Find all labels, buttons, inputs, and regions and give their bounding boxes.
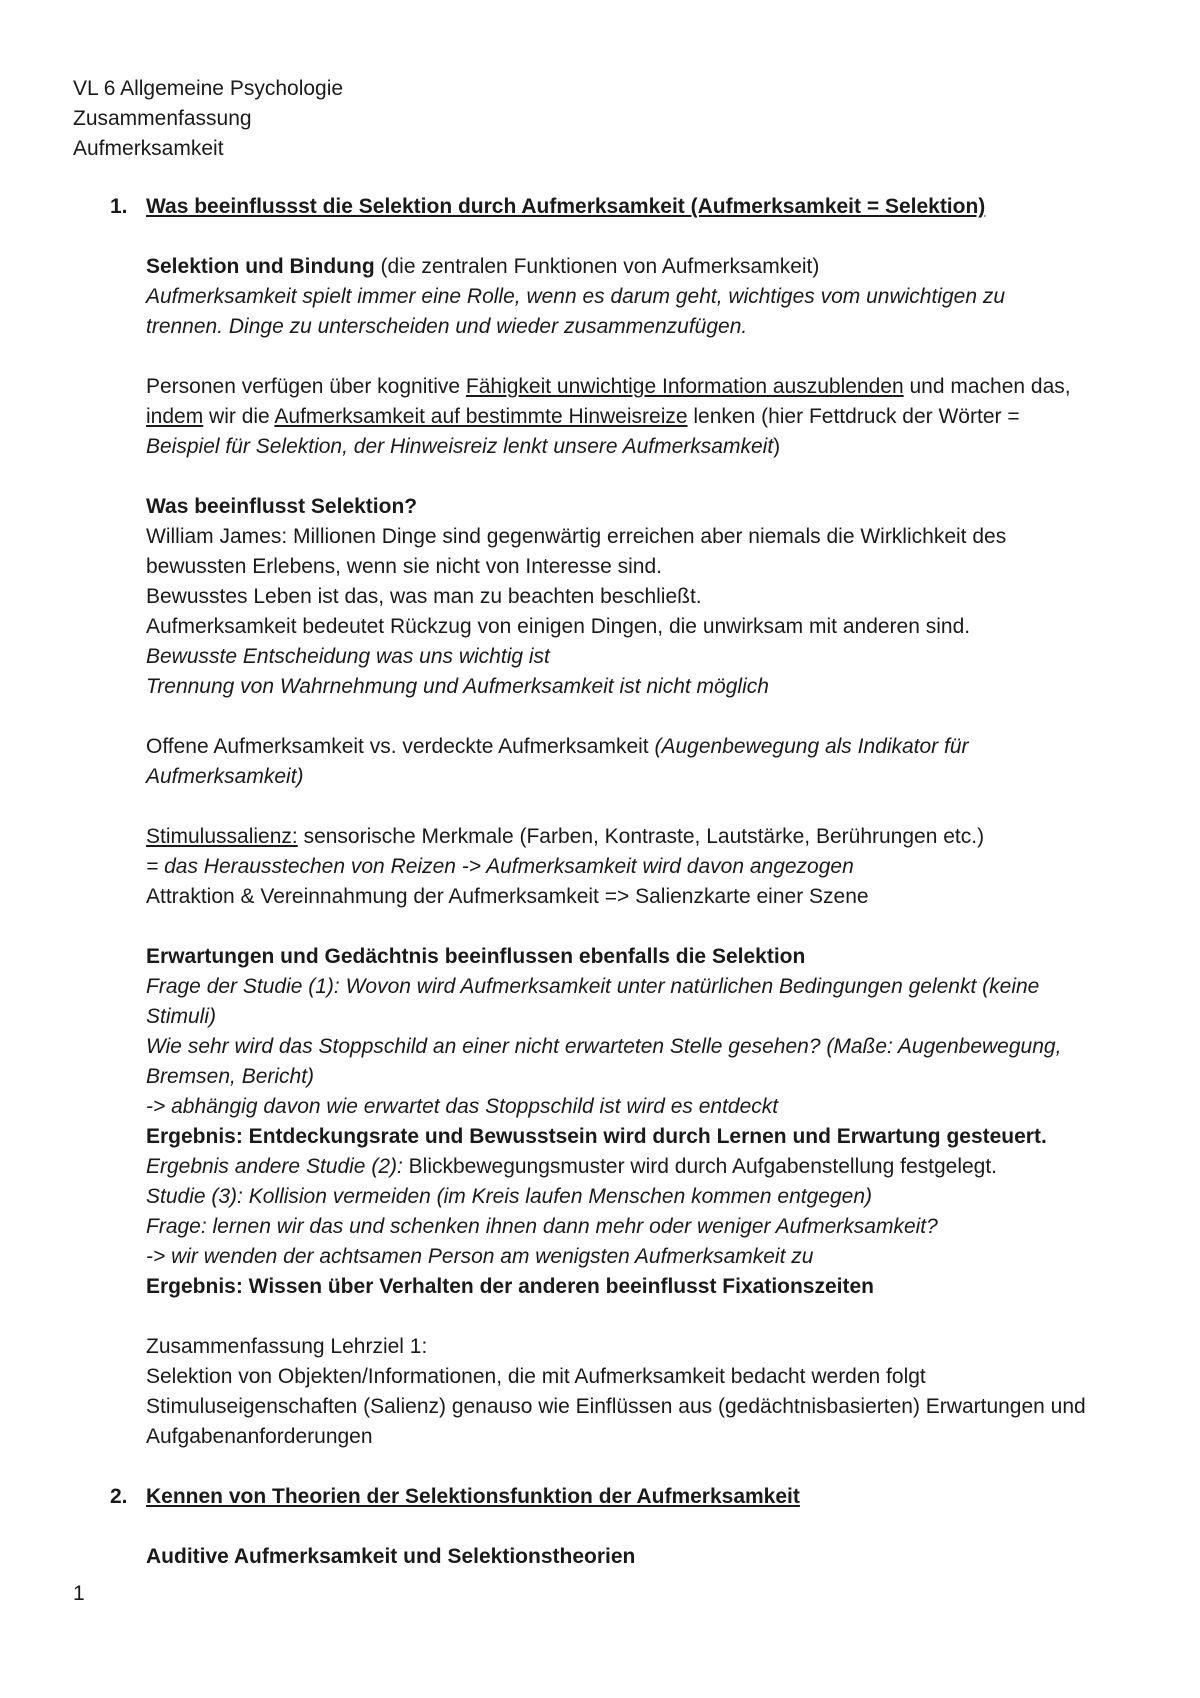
subheading-erwartungen: Erwartungen und Gedächtnis beeinflussen ebenfalls die Selektion	[146, 945, 806, 968]
paragraph-personen-line-2	[146, 402, 1136, 432]
text: Blickbewegungsmuster wird durch Aufgabenstellung festgelegt.	[402, 1155, 998, 1178]
text-line: bewussten Erlebens, wenn sie nicht von Interesse sind.	[146, 555, 662, 578]
italic-line: Wie sehr wird das Stoppschild an einer nicht erwarteten Stelle gesehen? (Maße: Augenbewegung,	[146, 1035, 1062, 1058]
italic-text: Beispiel für Selektion, der Hinweisreiz lenkt unsere Aufmerksamkeit	[146, 435, 774, 458]
text-line: Selektion von Objekten/Informationen, die mit Aufmerksamkeit bedacht werden folgt	[146, 1365, 926, 1388]
text: wir die	[203, 405, 275, 428]
header-course: VL 6 Allgemeine Psychologie	[73, 77, 344, 100]
header-topic: Aufmerksamkeit	[73, 137, 224, 160]
italic-line: trennen. Dinge zu unterscheiden und wieder zusammenzufügen.	[146, 315, 748, 338]
italic-line: = das Herausstechen von Reizen -> Aufmerksamkeit wird davon angezogen	[146, 855, 854, 878]
text-line: Attraktion & Vereinnahmung der Aufmerksamkeit => Salienzkarte einer Szene	[146, 885, 869, 908]
text: Personen verfügen über kognitive	[146, 375, 466, 398]
subheading-was-beeinflusst: Was beeinflusst Selektion?	[146, 495, 418, 518]
underlined-phrase: Aufmerksamkeit auf bestimmte Hinweisreize	[274, 405, 688, 428]
subheading-auditive: Auditive Aufmerksamkeit und Selektionstheorien	[146, 1545, 636, 1568]
document-body	[110, 192, 1136, 1572]
text: sensorische Merkmale (Farben, Kontraste, Lautstärke, Berührungen etc.)	[297, 825, 985, 848]
section-2-heading	[110, 1482, 1136, 1512]
italic-line: Trennung von Wahrnehmung und Aufmerksamkeit ist nicht möglich	[146, 675, 769, 698]
section-2-title: Kennen von Theorien der Selektionsfunktion der Aufmerksamkeit	[146, 1485, 800, 1508]
italic-line: Studie (3): Kollision vermeiden (im Kreis laufen Menschen kommen entgegen)	[146, 1185, 873, 1208]
italic-line: -> abhängig davon wie erwartet das Stoppschild ist wird es entdeckt	[146, 1095, 779, 1118]
section-2-number: 2.	[110, 1485, 128, 1508]
text-line: Stimuluseigenschaften (Salienz) genauso wie Einflüssen aus (gedächtnisbasierten) Erwartungen und	[146, 1395, 1086, 1418]
paragraph-stimulussalienz	[146, 822, 1136, 852]
header-type: Zusammenfassung	[73, 107, 252, 130]
italic-line: Frage: lernen wir das und schenken ihnen dann mehr oder weniger Aufmerksamkeit?	[146, 1215, 938, 1238]
italic-text: (Augenbewegung als Indikator für	[654, 735, 969, 758]
text: und machen das,	[903, 375, 1071, 398]
italic-line: Aufmerksamkeit)	[146, 765, 304, 788]
italic-text: Ergebnis andere Studie (2):	[146, 1155, 403, 1178]
text-line: Aufgabenanforderungen	[146, 1425, 373, 1448]
underlined-phrase: Fähigkeit unwichtige Information auszublenden	[465, 375, 904, 398]
result-line: Ergebnis: Entdeckungsrate und Bewusstsein wird durch Lernen und Erwartung gesteuert.	[146, 1125, 1047, 1148]
text: Offene Aufmerksamkeit vs. verdeckte Aufmerksamkeit	[146, 735, 655, 758]
text: )	[773, 435, 781, 458]
italic-line: Bewusste Entscheidung was uns wichtig ist	[146, 645, 550, 668]
text-line: Bewusstes Leben ist das, was man zu beachten beschließt.	[146, 585, 702, 608]
paragraph-personen-line-3	[146, 432, 1136, 462]
page-number: 1	[73, 1582, 85, 1605]
section-1-number: 1.	[110, 195, 128, 218]
mixed-line	[146, 1152, 1136, 1182]
term-stimulussalienz: Stimulussalienz:	[146, 825, 298, 848]
text: lenken (hier Fettdruck der Wörter =	[687, 405, 1020, 428]
underlined-word: indem	[146, 405, 204, 428]
paragraph-personen-line-1	[146, 372, 1136, 402]
paragraph-selektion-bindung	[146, 252, 1136, 282]
summary-title: Zusammenfassung Lehrziel 1:	[146, 1335, 428, 1358]
italic-line: Bremsen, Bericht)	[146, 1065, 315, 1088]
section-1-heading	[110, 192, 1136, 222]
text-line: William James: Millionen Dinge sind gegenwärtig erreichen aber niemals die Wirklichkeit des	[146, 525, 1007, 548]
result-line: Ergebnis: Wissen über Verhalten der anderen beeinflusst Fixationszeiten	[146, 1275, 874, 1298]
document-header	[73, 74, 343, 164]
italic-line: Frage der Studie (1): Wovon wird Aufmerksamkeit unter natürlichen Bedingungen gelenkt (keine	[146, 975, 1040, 998]
italic-line: Stimuli)	[146, 1005, 217, 1028]
italic-line: -> wir wenden der achtsamen Person am wenigsten Aufmerksamkeit zu	[146, 1245, 814, 1268]
text: (die zentralen Funktionen von Aufmerksamkeit)	[374, 255, 820, 278]
text-line: Aufmerksamkeit bedeutet Rückzug von einigen Dingen, die unwirksam mit anderen sind.	[146, 615, 971, 638]
term-selektion-bindung: Selektion und Bindung	[146, 255, 375, 278]
section-1-title: Was beeinflussst die Selektion durch Aufmerksamkeit (Aufmerksamkeit = Selektion)	[146, 195, 986, 218]
italic-line: Aufmerksamkeit spielt immer eine Rolle, wenn es darum geht, wichtiges vom unwichtigen zu	[146, 285, 1006, 308]
paragraph-offene-aufmerksamkeit	[146, 732, 1136, 762]
